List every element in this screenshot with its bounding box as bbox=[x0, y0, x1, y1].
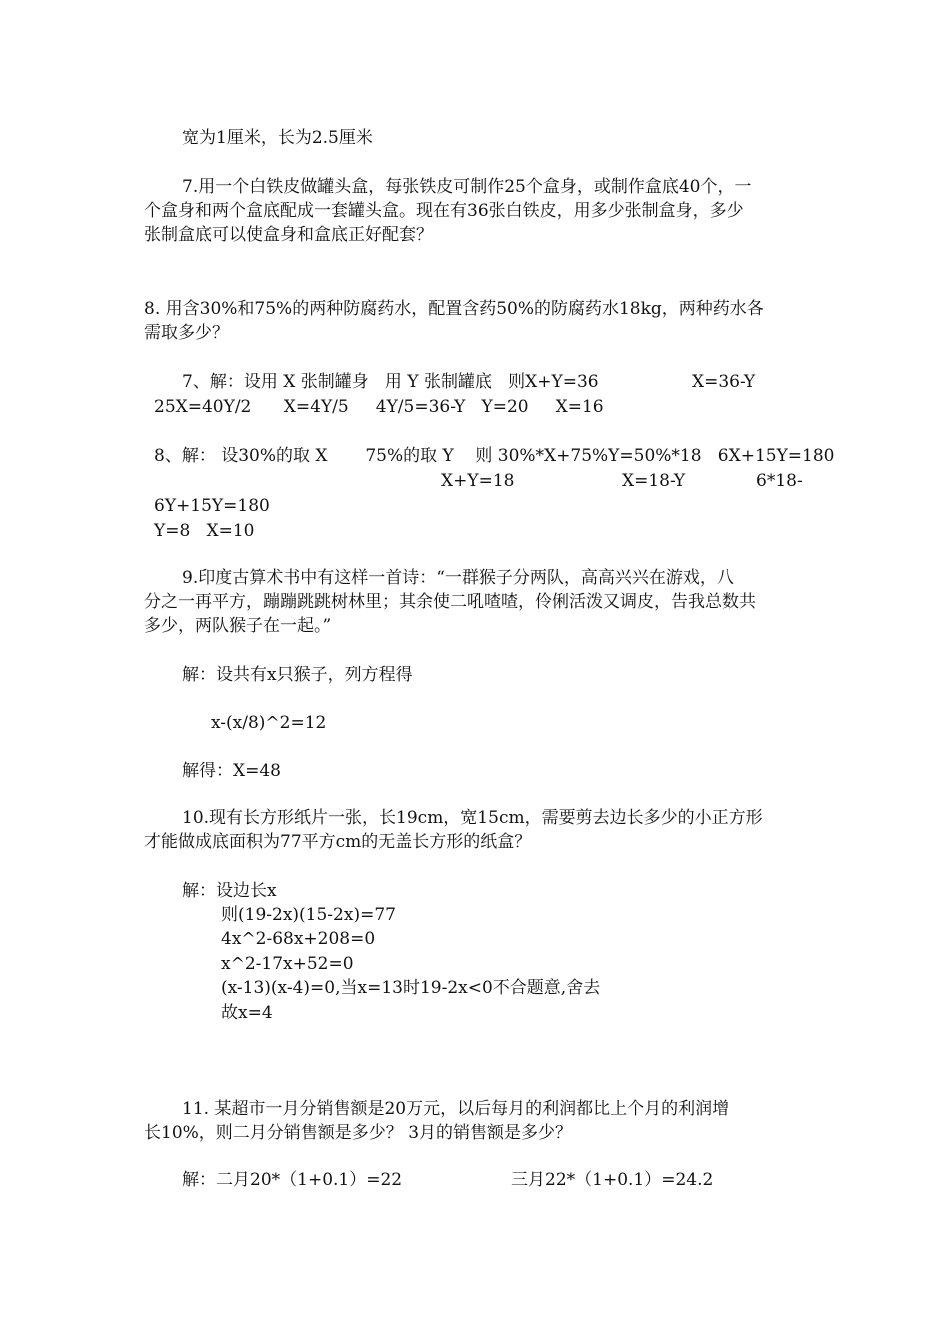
problem-9-line-2: 分之一再平方，蹦蹦跳跳树林里；其余使二吼喳喳，伶俐活泼又调皮，告我总数共 bbox=[144, 592, 756, 612]
problem-9-line-1: 9.印度古算术书中有这样一首诗：“一群猴子分两队，高高兴兴在游戏，八 bbox=[182, 568, 734, 588]
problem-9-line-3: 多少，两队猴子在一起。” bbox=[144, 616, 332, 636]
problem-11-line-1: 11. 某超市一月分销售额是20万元，以后每月的利润都比上个月的利润增 bbox=[182, 1099, 730, 1119]
problem-7-line-2: 个盒身和两个盒底配成一套罐头盒。现在有36张白铁皮，用多少张制盒身，多少 bbox=[144, 201, 744, 221]
solution-9-answer: 解得：X=48 bbox=[182, 761, 281, 781]
text-line: 宽为1厘米，长为2.5厘米 bbox=[182, 128, 373, 148]
solution-9-line-1: 解：设共有x只猴子，列方程得 bbox=[182, 665, 413, 685]
problem-8-line-1: 8. 用含30%和75%的两种防腐药水，配置含药50%的防腐药水18kg，两种药水各 bbox=[144, 299, 764, 319]
solution-9-equation: x-(x/8)^2=12 bbox=[211, 713, 327, 733]
solution-8-line-2a: X+Y=18 bbox=[441, 471, 515, 491]
solution-7-line-2: 25X=40Y/2 X=4Y/5 4Y/5=36-Y Y=20 X=16 bbox=[154, 397, 604, 417]
problem-7-line-1: 7.用一个白铁皮做罐头盒，每张铁皮可制作25个盒身，或制作盒底40个，一 bbox=[182, 177, 752, 197]
solution-7-line-1-right: X=36-Y bbox=[692, 372, 756, 392]
problem-8-line-2: 需取多少？ bbox=[144, 323, 229, 343]
solution-10-line-4: x^2-17x+52=0 bbox=[221, 954, 354, 974]
solution-8-line-2c: 6*18- bbox=[756, 471, 803, 491]
solution-11-line-1: 解：二月20*（1+0.1）=22 bbox=[182, 1170, 403, 1190]
solution-10-line-1: 解：设边长x bbox=[182, 881, 277, 901]
solution-8-line-3: 6Y+15Y=180 bbox=[154, 496, 270, 516]
solution-10-line-2: 则(19-2x)(15-2x)=77 bbox=[221, 905, 396, 925]
solution-10-line-6: 故x=4 bbox=[221, 1003, 273, 1023]
problem-10-line-1: 10.现有长方形纸片一张，长19cm，宽15cm，需要剪去边长多少的小正方形 bbox=[182, 808, 763, 828]
problem-7-line-3: 张制盒底可以使盒身和盒底正好配套？ bbox=[144, 225, 433, 245]
solution-8-line-4: Y=8 X=10 bbox=[154, 521, 255, 541]
solution-8-line-1: 8、解： 设30%的取 X 75%的取 Y 则 30%*X+75%Y=50%*18 6X+15Y=180 bbox=[154, 446, 835, 466]
problem-11-line-2: 长10%，则二月分销售额是多少？ 3月的销售额是多少？ bbox=[144, 1123, 573, 1143]
problem-10-line-2: 才能做成底面积为77平方cm的无盖长方形的纸盒？ bbox=[144, 832, 532, 852]
solution-7-line-1: 7、解：设用 X 张制罐身 用 Y 张制罐底 则X+Y=36 bbox=[182, 372, 599, 392]
solution-10-line-3: 4x^2-68x+208=0 bbox=[221, 929, 376, 949]
solution-8-line-2b: X=18-Y bbox=[622, 471, 686, 491]
solution-10-line-5: (x-13)(x-4)=0,当x=13时19-2x<0不合题意,舍去 bbox=[221, 978, 601, 998]
solution-11-line-1-right: 三月22*（1+0.1）=24.2 bbox=[511, 1170, 714, 1190]
